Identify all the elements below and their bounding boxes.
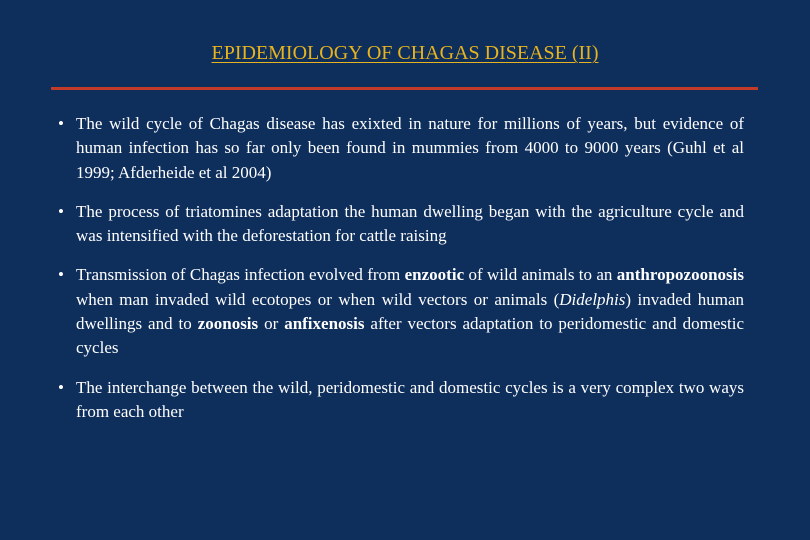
title-divider: [51, 87, 758, 90]
bullet-item: [58, 263, 744, 360]
term-zoonosis: zoonosis: [197, 314, 259, 334]
bullet-text-segment: Transmission of Chagas infection evolved from: [76, 265, 405, 285]
term-didelphis: Didelphis: [559, 289, 626, 309]
bullet-icon: •: [58, 114, 64, 133]
term-anthropozoonosis: anthropozoonosis: [616, 265, 745, 285]
bullet-text-segment: The wild cycle of Chagas disease has exixted in nature for millions of years, but evidence of human infection has so far only been found in mummies from 4000 to 9000 years (Guhl et al 1999; Afderheide et al 2004): [76, 114, 744, 182]
bullet-item: [58, 376, 744, 425]
bullet-text-segment: The interchange between the wild, peridomestic and domestic cycles is a very complex two ways from each other: [76, 377, 744, 421]
term-enzootic: enzootic: [404, 265, 465, 285]
bullet-text-segment: of wild animals to an: [464, 265, 617, 285]
bullet-icon: •: [58, 201, 64, 221]
bullet-text: [76, 112, 744, 185]
bullet-text-segment: ) invaded human dwellings and to: [76, 289, 744, 334]
bullet-text: [76, 376, 744, 425]
bullet-item: [58, 112, 744, 185]
bullet-text: [76, 263, 744, 360]
bullet-list: [58, 112, 744, 424]
bullet-text-segment: after vectors adaptation to peridomestic and domestic cycles: [76, 314, 744, 358]
bullet-text: [76, 200, 744, 249]
bullet-text-segment: or: [258, 314, 285, 334]
bullet-text-segment: The process of triatomines adaptation the human dwelling began with the agriculture cycle and was intensified with the deforestation for cattle raising: [76, 201, 744, 246]
bullet-text-segment: when man invaded wild ecotopes or when wild vectors or animals (: [76, 289, 560, 309]
slide-title: EPIDEMIOLOGY OF CHAGAS DISEASE (II): [211, 42, 599, 64]
bullet-item: [58, 200, 744, 249]
bullet-icon: •: [58, 377, 64, 397]
term-anfixenosis: anfixenosis: [284, 314, 365, 334]
bullet-icon: •: [58, 265, 64, 285]
